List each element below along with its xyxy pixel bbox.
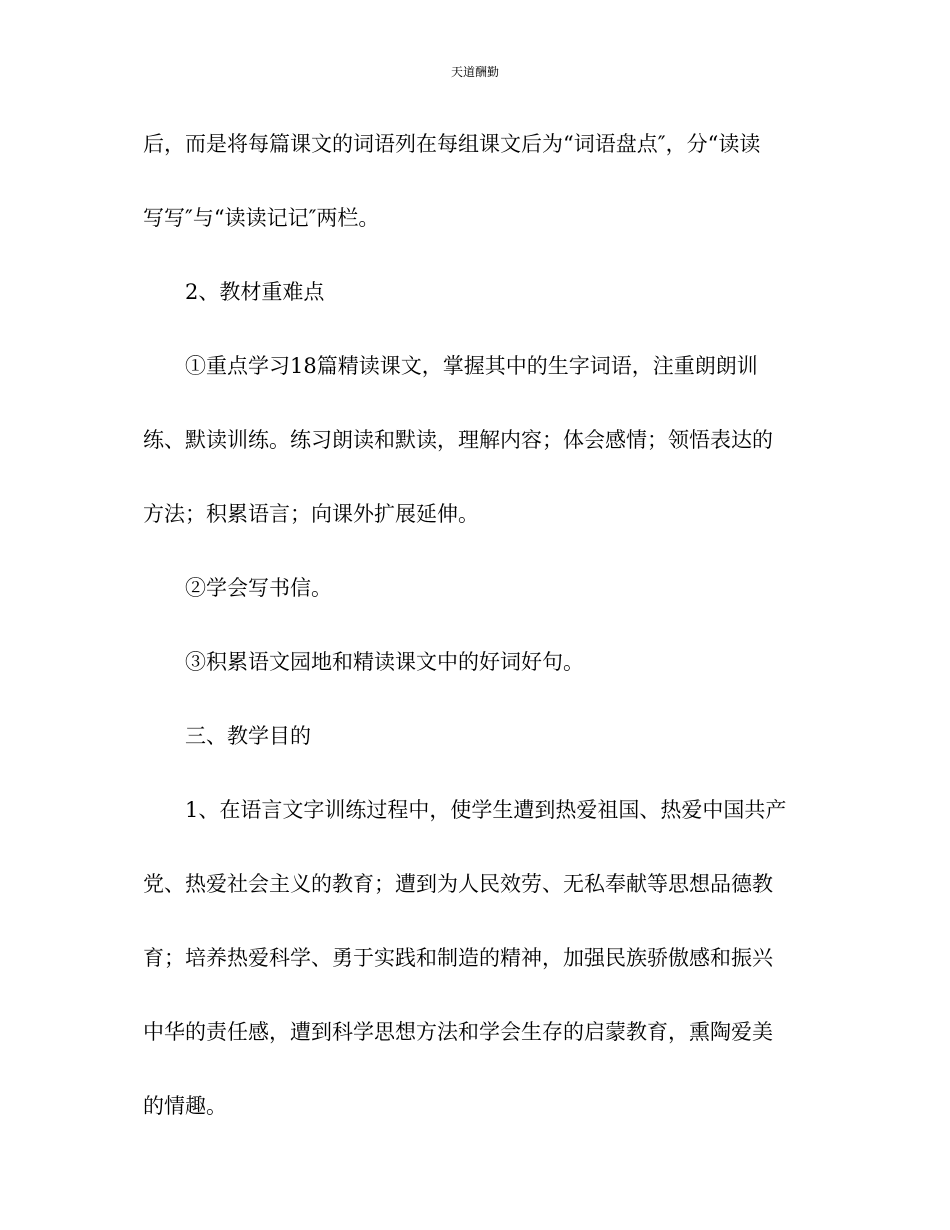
paragraph-line: 方法；积累语言；向课外扩展延伸。 bbox=[143, 502, 479, 526]
paragraph-line: 1、在语言文字训练过程中，使学生遭到热爱祖国、热爱中国共产 bbox=[185, 798, 787, 822]
page-header: 天道酬勤 bbox=[450, 65, 499, 79]
document-body bbox=[143, 124, 813, 1160]
section-heading: 三、教学目的 bbox=[185, 724, 311, 748]
paragraph-line: ②学会写书信。 bbox=[185, 576, 332, 600]
paragraph-line: 中华的责任感，遭到科学思想方法和学会生存的启蒙教育，熏陶爱美 bbox=[143, 1020, 773, 1044]
paragraph-line: 练、默读训练。练习朗读和默读，理解内容；体会感情；领悟表达的 bbox=[143, 428, 773, 452]
paragraph-line: ③积累语文园地和精读课文中的好词好句。 bbox=[185, 650, 584, 674]
paragraph-line: ①重点学习18篇精读课文，掌握其中的生字词语，注重朗朗训 bbox=[185, 354, 758, 378]
paragraph-line: 的情趣。 bbox=[143, 1094, 227, 1118]
section-heading: 2、教材重难点 bbox=[185, 280, 325, 304]
paragraph-line: 党、热爱社会主义的教育；遭到为人民效劳、无私奉献等思想品德教 bbox=[143, 872, 773, 896]
paragraph-line: 写写″与“读读记记″两栏。 bbox=[143, 206, 380, 230]
paragraph-line: 后，而是将每篇课文的词语列在每组课文后为“词语盘点″，分“读读 bbox=[143, 132, 761, 156]
paragraph-line: 育；培养热爱科学、勇于实践和制造的精神，加强民族骄傲感和振兴 bbox=[143, 946, 773, 970]
